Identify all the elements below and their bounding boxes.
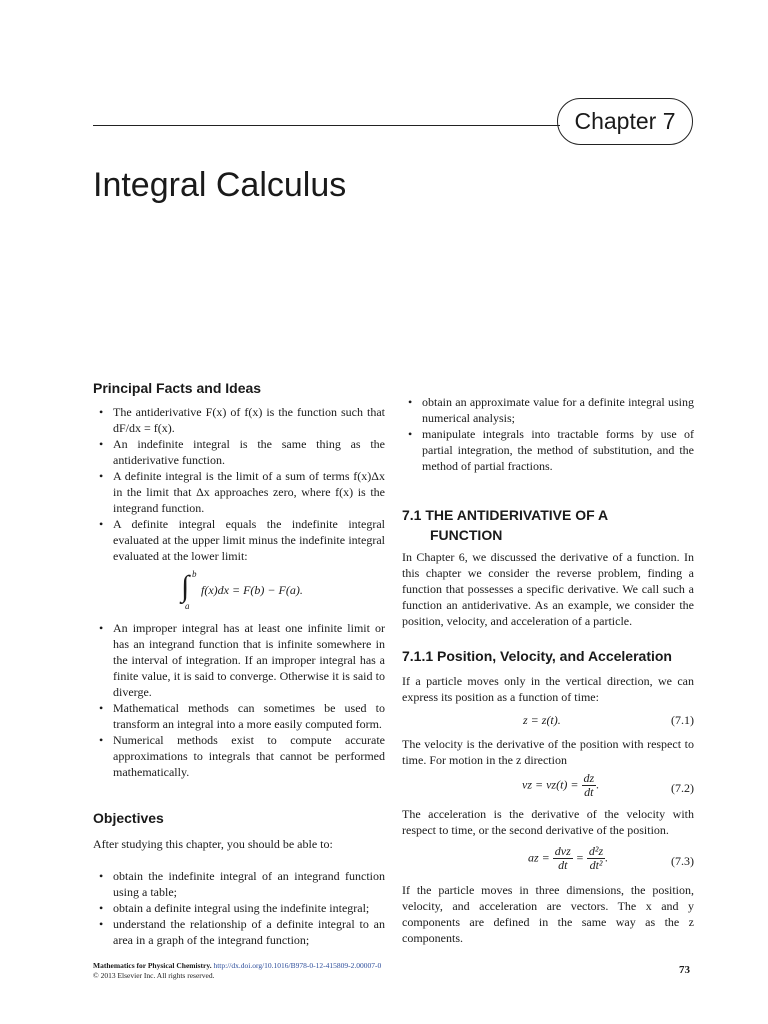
- upper-limit: b: [192, 569, 197, 579]
- objectives-list-b: [402, 394, 694, 474]
- list-item: • understand the relationship of a definite integral to an area in a graph of the integrand function;: [93, 916, 385, 948]
- principal-list-a: [93, 404, 385, 564]
- lower-limit: a: [185, 601, 190, 611]
- page-number: 73: [679, 964, 690, 976]
- footer-citation: [93, 961, 381, 981]
- principal-heading: Principal Facts and Ideas: [93, 380, 262, 396]
- equation-7-3-number: (7.3): [671, 854, 694, 868]
- list-item: • Mathematical methods can sometimes be used to transform an integral into a more easily computed form.: [93, 700, 385, 732]
- equation-7-1: [402, 712, 694, 730]
- velocity-paragraph: The velocity is the derivative of the position with respect to time. For motion in the z direction: [402, 737, 694, 767]
- chapter-title: Integral Calculus: [93, 166, 347, 204]
- list-item: • An improper integral has at least one infinite limit or has an integrand function that is infinite somewhere in the interval of integration. If an improper integral has a finite value, it is said to converge. Otherwise it is said to diverge.: [93, 620, 385, 700]
- list-item: • The antiderivative F(x) of f(x) is the function such that dF/dx = f(x).: [93, 404, 385, 436]
- equation-7-3-body: az = $\frac{\text{dvz}}{dt}$ = $\frac{\text{d²z}}{\text{dt²}}$ .: [528, 844, 609, 872]
- section-7-1-paragraph: In Chapter 6, we discussed the derivative of a function. In this chapter we consider the reverse problem, finding a function that possesses a specific derivative. We call such a function an antiderivative. As an example, we consider the position, velocity, and acceleration of a particle.: [402, 550, 694, 628]
- objectives-list-a: [93, 868, 385, 948]
- equation-body: f(x)dx = F(b) − F(a).: [201, 583, 303, 597]
- chapter-rule: [93, 125, 560, 126]
- integral-sign: ∫: [181, 570, 190, 603]
- objectives-intro: After studying this chapter, you should be able to:: [93, 837, 333, 851]
- equation-7-2: [402, 770, 694, 804]
- book-title: Mathematics for Physical Chemistry.: [93, 961, 212, 970]
- copyright: © 2013 Elsevier Inc. All rights reserved.: [93, 971, 215, 980]
- list-item: • obtain an approximate value for a definite integral using numerical analysis;: [402, 394, 694, 426]
- list-item: • Numerical methods exist to compute accurate approximations to integrals that cannot be performed mathematically.: [93, 732, 385, 780]
- chapter-label: Chapter 7: [557, 98, 693, 145]
- principal-list-b: [93, 620, 385, 780]
- three-dimensions-paragraph: If the particle moves in three dimensions, the position, velocity, and acceleration are vectors. The x and y components are defined in the same way as the z components.: [402, 883, 694, 945]
- list-item: • A definite integral equals the indefinite integral evaluated at the upper limit minus the indefinite integral evaluated at the lower limit:: [93, 516, 385, 564]
- section-7-1-heading: 7.1 THE ANTIDERIVATIVE OF A FUNCTION: [402, 507, 609, 543]
- acceleration-paragraph: The acceleration is the derivative of the velocity with respect to time, or the second derivative of the position.: [402, 807, 694, 837]
- list-item: • manipulate integrals into tractable forms by use of partial integration, the method of substitution, and the method of partial fractions.: [402, 426, 694, 474]
- equation-7-1-number: (7.1): [671, 713, 694, 727]
- equation-7-2-body: vz = vz(t) = $\frac{dz}{dt}$ .: [522, 771, 600, 799]
- doi-link[interactable]: http://dx.doi.org/10.1016/B978-0-12-415809-2.00007-0: [213, 961, 382, 970]
- dz-dt-fraction: $\frac{dz}{dt}$: [583, 771, 595, 799]
- list-item: • An indefinite integral is the same thing as the antiderivative function.: [93, 436, 385, 468]
- section-7-1-1-heading: 7.1.1 Position, Velocity, and Acceleration: [402, 648, 672, 664]
- list-item: • A definite integral is the limit of a sum of terms f(x)Δx in the limit that Δx approaches zero, where f(x) is the integrand function.: [93, 468, 385, 516]
- d2z-dt2-fraction: $\frac{\text{d²z}}{\text{dt²}}$: [588, 844, 604, 872]
- position-paragraph: If a particle moves only in the vertical direction, we can express its position as a function of time:: [402, 674, 694, 704]
- objectives-heading: Objectives: [93, 810, 164, 826]
- equation-7-2-number: (7.2): [671, 781, 694, 795]
- list-item: • obtain a definite integral using the indefinite integral;: [93, 900, 385, 916]
- definite-integral-equation: [93, 568, 385, 612]
- list-item: • obtain the indefinite integral of an integrand function using a table;: [93, 868, 385, 900]
- dvz-dt-fraction: $\frac{\text{dvz}}{dt}$: [554, 844, 571, 872]
- equation-7-1-body: z = z(t).: [523, 713, 561, 727]
- equation-7-3: [402, 843, 694, 877]
